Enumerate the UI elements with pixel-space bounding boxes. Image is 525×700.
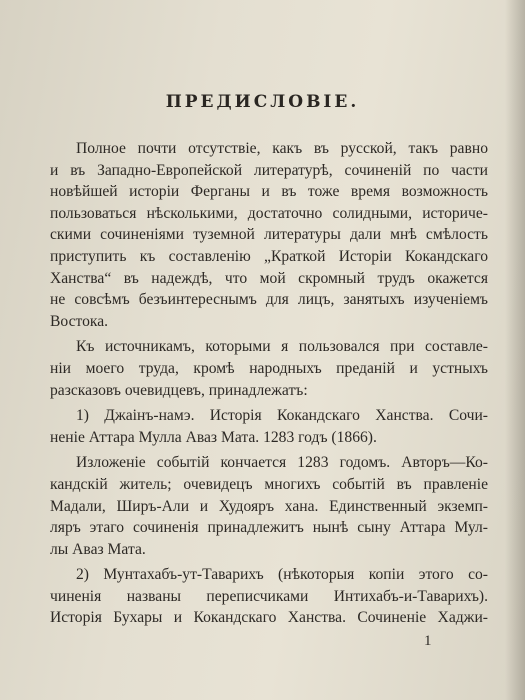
text-line: 2) Мунтахабъ-ут-Таварихъ (нѣкоторыя копіи этого со- bbox=[76, 566, 488, 584]
text-line: разсказовъ очевидцевъ, принадлежатъ: bbox=[50, 381, 308, 399]
text-line: Исторія Бухары и Кокандскаго Ханства. Сочиненіе Хаджи- bbox=[50, 609, 488, 627]
text-line: ляръ этаго сочиненія принадлежитъ нынѣ сыну Аттара Мул- bbox=[50, 519, 488, 537]
text-line: Мадали, Ширъ-Али и Худояръ хана. Единственный экземп- bbox=[50, 497, 488, 515]
text-line: кандскій житель; очевидецъ многихъ событій въ правленіе bbox=[50, 475, 488, 493]
text-line: 1) Джаінъ-намэ. Исторія Кокандскаго Ханства. Сочи- bbox=[76, 407, 488, 425]
text-line: Ханства“ въ надеждѣ, что мой скромный трудъ окажется bbox=[50, 269, 488, 287]
text-line: Къ источникамъ, которыми я пользовался при составле- bbox=[76, 338, 488, 356]
text-line: приступить къ составленію „Краткой Исторіи Кокандскаго bbox=[50, 247, 488, 265]
text-line: Изложеніе событій кончается 1283 годомъ. Авторъ—Ко- bbox=[76, 454, 488, 472]
text-line: Полное почти отсутствіе, какъ въ русской, такъ равно bbox=[76, 140, 488, 157]
text-line: неніе Аттара Мулла Аваз Мата. 1283 годъ (1866). bbox=[50, 428, 377, 446]
page-title: ПРЕДИСЛОВІЕ. bbox=[165, 92, 360, 112]
text-line: пользоваться нѣсколькими, достаточно солидными, историче- bbox=[50, 204, 488, 222]
text-line: чиненія названы переписчиками Интихабъ-и-Таварихъ). bbox=[50, 587, 488, 605]
text-line: ніи моего труда, кромѣ народныхъ преданій и устныхъ bbox=[50, 359, 488, 377]
text-line: лы Аваз Мата. bbox=[50, 540, 146, 558]
text-line: Востока. bbox=[50, 312, 109, 330]
text-line: и въ Западно-Европейской литературѣ, сочиненій по части bbox=[50, 161, 488, 179]
text-line: скими сочиненіями туземной литературы дали мнѣ смѣлость bbox=[50, 226, 488, 244]
page-number: 1 bbox=[424, 633, 432, 649]
body-text bbox=[50, 138, 488, 629]
text-line: не совсѣмъ безъинтереснымъ для лицъ, занятыхъ изученіемъ bbox=[50, 291, 488, 309]
text-line: новѣйшей исторіи Ферганы и въ тоже время возможность bbox=[50, 183, 488, 201]
